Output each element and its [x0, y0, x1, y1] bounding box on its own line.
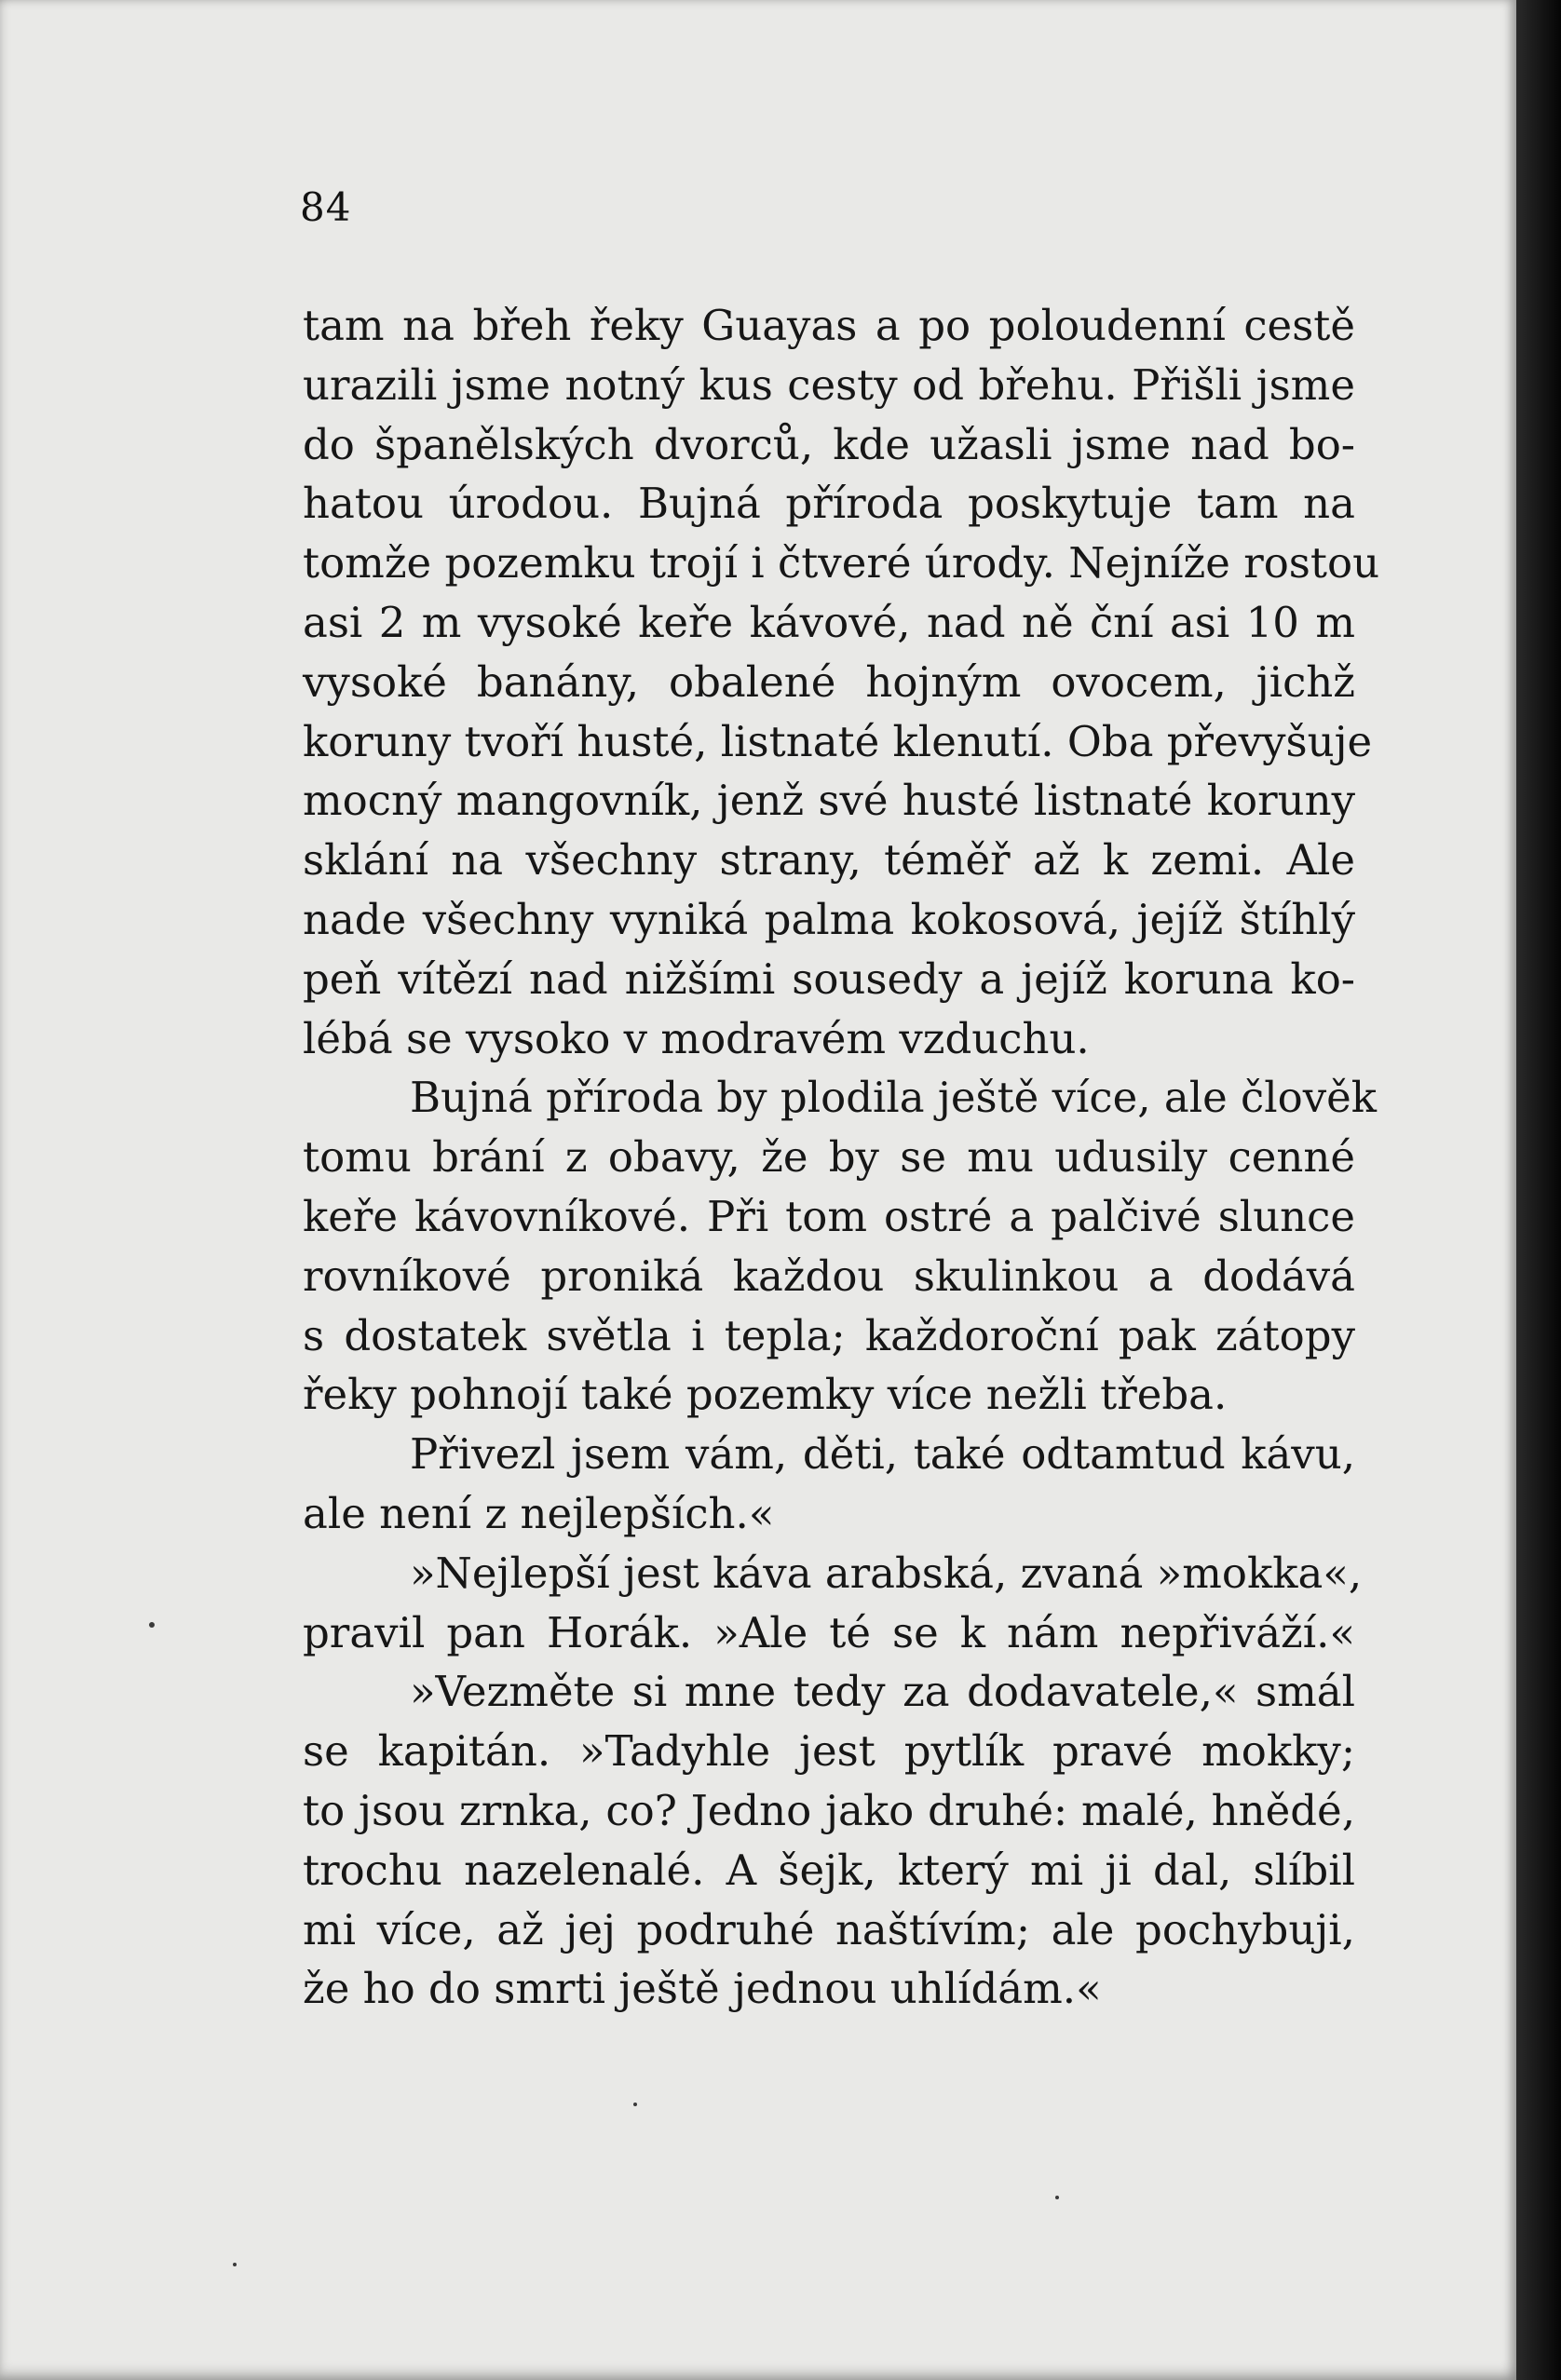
text-line: se kapitán. »Tadyhle jest pytlík pravé mokky; — [303, 1726, 1355, 1777]
paragraph-start-line: »Vezměte si mne tedy za dodavatele,« smál — [410, 1667, 1355, 1717]
text-line: keře kávovníkové. Při tom ostré a palčivé slunce — [303, 1191, 1355, 1241]
body-text — [303, 296, 1380, 2019]
paragraph-start-line: »Nejlepší jest káva arabská, zvaná »mokka«, — [410, 1548, 1363, 1598]
text-line: koruny tvoří husté, listnaté klenutí. Oba převyšuje — [303, 716, 1373, 766]
text-line: mocný mangovník, jenž své husté listnaté koruny — [303, 776, 1355, 826]
text-line: že ho do smrti ještě jednou uhlídám.« — [303, 1964, 1102, 2014]
text-line: tomu brání z obavy, že by se mu udusily cenné — [303, 1132, 1355, 1183]
text-line: trochu nazelenalé. A šejk, který mi ji dal, slíbil — [303, 1845, 1355, 1895]
text-line: asi 2 m vysoké keře kávové, nad ně ční asi 10 m — [303, 597, 1355, 647]
paper-speck — [233, 2263, 237, 2266]
text-line: urazili jsme notný kus cesty od břehu. Přišli jsme — [303, 359, 1355, 410]
page-edge-shadow — [1516, 0, 1561, 2380]
text-line: ale není z nejlepších.« — [303, 1488, 775, 1538]
text-line: lébá se vysoko v modravém vzduchu. — [303, 1013, 1090, 1063]
text-line: sklání na všechny strany, téměř až k zemi. Ale — [303, 835, 1355, 886]
text-line: hatou úrodou. Bujná příroda poskytuje tam na — [303, 479, 1355, 529]
text-line: tomže pozemku trojí i čtveré úrody. Nejníže rostou — [303, 538, 1380, 588]
text-line: tam na břeh řeky Guayas a po poloudenní cestě — [303, 301, 1355, 350]
text-line: vysoké banány, obalené hojným ovocem, jichž — [303, 656, 1355, 707]
text-line: peň vítězí nad nižšími sousedy a jejíž koruna ko- — [303, 953, 1355, 1004]
paragraph-start-line: Přivezl jsem vám, děti, také odtamtud kávu, — [410, 1429, 1355, 1480]
paragraph-start-line: Bujná příroda by plodila ještě více, ale člověk — [410, 1073, 1378, 1123]
text-line: to jsou zrnka, co? Jedno jako druhé: malé, hnědé, — [303, 1785, 1355, 1835]
paper-speck — [1055, 2196, 1059, 2199]
text-line: řeky pohnojí také pozemky více nežli třeba. — [303, 1370, 1228, 1420]
paper-speck — [149, 1622, 155, 1628]
text-line: mi více, až jej podruhé naštívím; ale pochybuji, — [303, 1904, 1355, 1954]
paper-speck — [633, 2103, 637, 2106]
page-number: 84 — [300, 184, 352, 230]
text-line: do španělských dvorců, kde užasli jsme nad bo- — [303, 419, 1355, 469]
text-line: pravil pan Horák. »Ale té se k nám nepřiváží.« — [303, 1607, 1355, 1657]
text-line: rovníkové proniká každou skulinkou a dodává — [303, 1251, 1355, 1301]
text-line: s dostatek světla i tepla; každoroční pak zátopy — [303, 1310, 1355, 1360]
text-line: nade všechny vyniká palma kokosová, jejíž štíhlý — [303, 894, 1355, 944]
